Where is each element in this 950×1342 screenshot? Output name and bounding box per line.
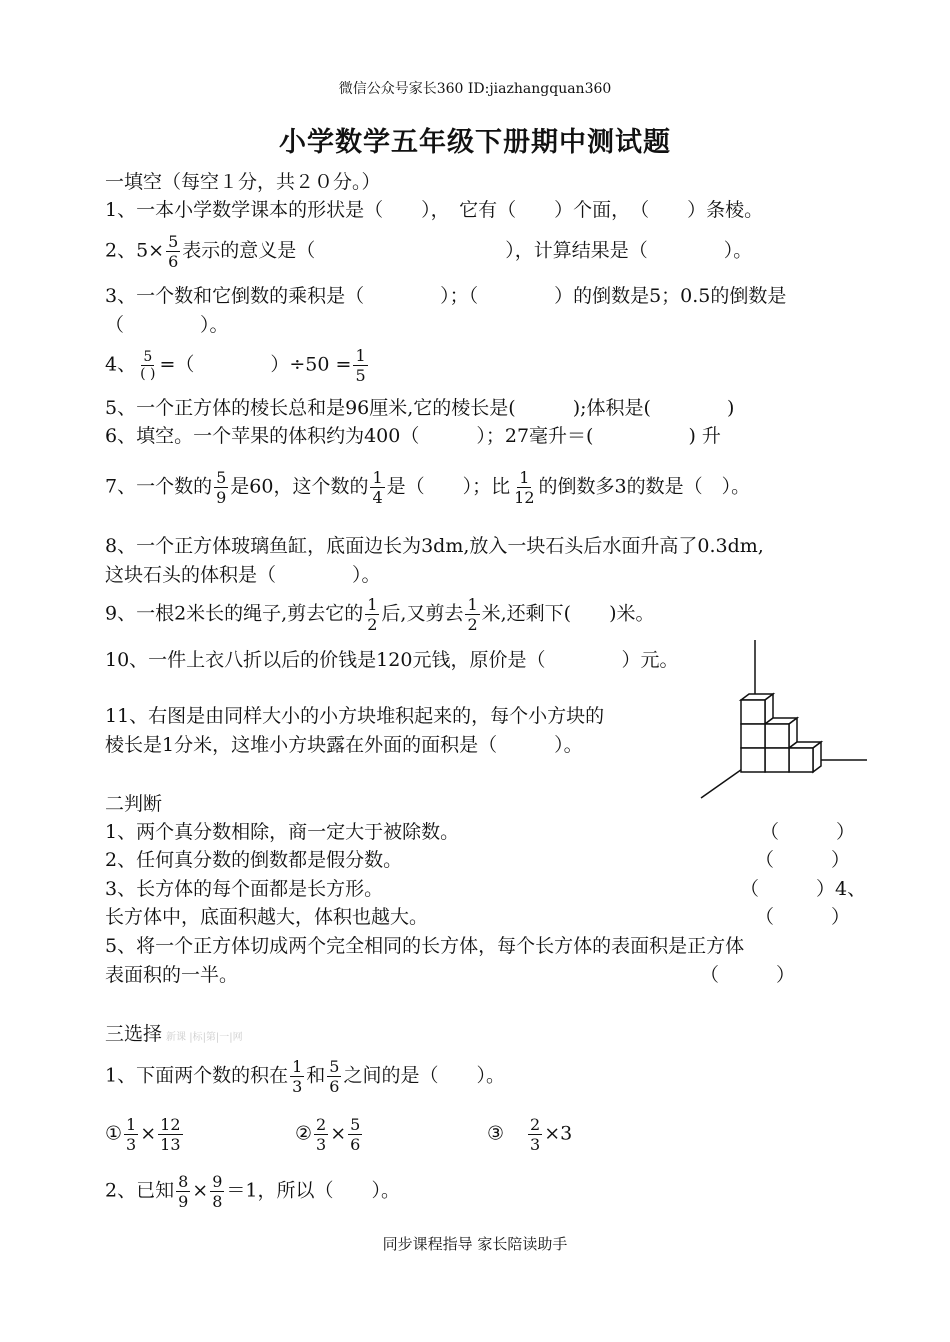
q4-text-a: 4、 <box>105 353 137 376</box>
c1-numerator-1: 1 <box>292 1057 303 1076</box>
judge-5-paren[interactable]: （ ） <box>700 964 796 986</box>
question-1-3-line-b: （ ）。 <box>105 314 229 336</box>
question-1-6: 6、填空。一个苹果的体积约为400（ ）；27毫升＝( ) 升 <box>105 425 721 447</box>
c2-fraction-2 <box>210 1172 224 1211</box>
q9-text-c: 米,还剩下( )米。 <box>481 602 655 625</box>
q7-fraction-2 <box>370 468 384 507</box>
judge-2-paren[interactable]: （ ） <box>755 849 851 871</box>
watermark: 新课 |标|第|一|网 <box>166 1032 243 1043</box>
c2-numerator-1: 8 <box>178 1172 189 1191</box>
q4-denominator-2: 5 <box>355 366 366 385</box>
option-1-denominator-2: 13 <box>160 1135 181 1154</box>
q2-denominator: 6 <box>168 252 179 271</box>
question-1-11-line-a: 11、右图是由同样大小的小方块堆积起来的，每个小方块的 <box>105 705 605 727</box>
cube-mid-1-front <box>741 724 765 748</box>
judge-3-paren[interactable]: （ ）4、 <box>740 878 867 900</box>
c2-numerator-2: 9 <box>212 1172 223 1191</box>
option-2-denominator-1: 3 <box>316 1135 327 1154</box>
option-1-denominator-1: 3 <box>126 1135 137 1154</box>
question-1-9 <box>105 595 655 634</box>
q7-denominator-2: 4 <box>372 488 383 507</box>
option-1-times: × <box>140 1122 157 1145</box>
q9-numerator-1: 1 <box>367 595 378 614</box>
option-1-numerator-1: 1 <box>126 1115 137 1134</box>
q2-numerator: 5 <box>168 232 179 251</box>
option-2-denominator-2: 6 <box>350 1135 361 1154</box>
option-3-numerator-1: 2 <box>530 1115 541 1134</box>
c1-fraction-2 <box>327 1057 341 1096</box>
option-2-fraction-1 <box>314 1115 328 1154</box>
c2-text-b: ＝1，所以（ ）。 <box>226 1179 400 1202</box>
c1-text-b: 和 <box>306 1064 326 1087</box>
section-3-heading <box>105 1022 243 1050</box>
option-3-marker: ③ <box>487 1122 505 1145</box>
q7-numerator-3: 1 <box>519 468 530 487</box>
q4-numerator-1: 5 <box>143 349 153 365</box>
question-1-1: 1、一本小学数学课本的形状是（ ）， 它有（ ）个面， （ ）条棱。 <box>105 199 764 221</box>
option-1-fraction-2 <box>158 1115 182 1154</box>
choice-2 <box>105 1172 400 1211</box>
q4-text-b: =（ ）÷50 = <box>159 353 352 376</box>
q4-fraction-1 <box>138 349 157 382</box>
stacked-cubes-figure <box>695 635 870 805</box>
judge-5-line-a: 5、将一个正方体切成两个完全相同的长方体，每个长方体的表面积是正方体 <box>105 935 745 957</box>
q9-fraction-1 <box>365 595 379 634</box>
judge-3: 3、长方体的每个面都是长方形。 <box>105 878 384 900</box>
question-1-11-line-b: 棱长是1分米，这堆小方块露在外面的面积是（ ）。 <box>105 734 583 756</box>
c2-denominator-1: 9 <box>178 1192 189 1211</box>
c2-denominator-2: 8 <box>212 1192 223 1211</box>
judge-1: 1、两个真分数相除，商一定大于被除数。 <box>105 821 460 843</box>
option-1[interactable] <box>105 1115 185 1154</box>
option-3-times-3: ×3 <box>544 1122 573 1145</box>
question-1-8-line-a: 8、一个正方体玻璃鱼缸，底面边长为3dm,放入一块石头后水面升高了0.3dm, <box>105 535 764 557</box>
section-3-title: 三选择 <box>105 1023 163 1045</box>
option-1-numerator-2: 12 <box>160 1115 181 1134</box>
option-3-fraction-1 <box>528 1115 542 1154</box>
q7-denominator-1: 9 <box>216 488 227 507</box>
q7-denominator-3: 12 <box>514 488 535 507</box>
page-header: 微信公众号家长360 ID:jiazhangquan360 <box>338 81 612 97</box>
option-2-numerator-1: 2 <box>316 1115 327 1134</box>
q7-fraction-1 <box>214 468 228 507</box>
c1-text-c: 之间的是（ ）。 <box>343 1064 505 1087</box>
question-1-10: 10、一件上衣八折以后的价钱是120元钱，原价是（ ）元。 <box>105 649 679 671</box>
cube-bottom-3-side <box>813 742 821 772</box>
c2-fraction-1 <box>176 1172 190 1211</box>
c1-numerator-2: 5 <box>329 1057 340 1076</box>
c1-fraction-1 <box>290 1057 304 1096</box>
q4-numerator-2: 1 <box>355 346 366 365</box>
option-2-fraction-2 <box>348 1115 362 1154</box>
q9-numerator-2: 1 <box>467 595 478 614</box>
option-3-denominator-1: 3 <box>530 1135 541 1154</box>
q2-fraction <box>166 232 180 271</box>
cube-bottom-1-front <box>741 748 765 772</box>
option-1-fraction-1 <box>124 1115 138 1154</box>
q4-fraction-2 <box>353 346 367 385</box>
q7-text-b: 是60，这个数的 <box>230 475 369 498</box>
option-2[interactable] <box>295 1115 364 1154</box>
c1-text-a: 1、下面两个数的积在 <box>105 1064 289 1087</box>
q9-fraction-2 <box>465 595 479 634</box>
q7-text-e: 的倒数多3的数是（ ）。 <box>538 475 751 498</box>
question-1-8-line-b: 这块石头的体积是（ ）。 <box>105 564 381 586</box>
q2-text-b: 表示的意义是（ ），计算结果是（ ）。 <box>182 239 753 262</box>
option-2-marker: ② <box>295 1122 313 1145</box>
c2-text-a: 2、已知 <box>105 1179 175 1202</box>
q9-denominator-2: 2 <box>467 615 478 634</box>
q9-text-b: 后,又剪去 <box>381 602 464 625</box>
option-3[interactable] <box>487 1115 572 1154</box>
judge-5-line-b: 表面积的一半。 <box>105 964 239 986</box>
page-footer: 同步课程指导 家长陪读助手 <box>382 1235 568 1253</box>
judge-4-paren[interactable]: （ ） <box>755 906 851 928</box>
cube-bottom-2-front <box>765 748 789 772</box>
section-1-heading: 一填空（每空１分，共２０分。） <box>105 171 381 193</box>
section-2-heading: 二判断 <box>105 793 163 815</box>
q7-text-a: 7、一个数的 <box>105 475 213 498</box>
option-2-numerator-2: 5 <box>350 1115 361 1134</box>
cube-mid-2-front <box>765 724 789 748</box>
q7-numerator-1: 5 <box>216 468 227 487</box>
q9-text-a: 9、一根2米长的绳子,剪去它的 <box>105 602 364 625</box>
c1-denominator-1: 3 <box>292 1077 303 1096</box>
c1-denominator-2: 6 <box>329 1077 340 1096</box>
option-2-times: × <box>330 1122 347 1145</box>
question-1-4 <box>105 346 370 385</box>
option-1-marker: ① <box>105 1122 123 1145</box>
c2-times: × <box>192 1179 209 1202</box>
cube-top-front <box>741 700 765 724</box>
q7-text-c: 是（ ）；比 <box>386 475 511 498</box>
question-1-3-line-a: 3、一个数和它倒数的乘积是（ ）；（ ）的倒数是5；0.5的倒数是 <box>105 285 787 307</box>
judge-1-paren[interactable]: （ ） <box>760 821 856 843</box>
q7-fraction-3 <box>512 468 536 507</box>
cube-bottom-3-front <box>789 748 813 772</box>
judge-2: 2、任何真分数的倒数都是假分数。 <box>105 849 403 871</box>
q4-denominator-1: ( ) <box>140 366 156 382</box>
question-1-7 <box>105 468 750 507</box>
q7-numerator-2: 1 <box>372 468 383 487</box>
question-1-2 <box>105 232 752 271</box>
page-title: 小学数学五年级下册期中测试题 <box>279 127 671 158</box>
choice-1 <box>105 1057 505 1096</box>
q9-denominator-1: 2 <box>367 615 378 634</box>
q2-text-a: 2、5× <box>105 239 165 262</box>
question-1-5: 5、一个正方体的棱长总和是96厘米,它的棱长是( );体积是( ) <box>105 397 735 419</box>
judge-4: 长方体中，底面积越大，体积也越大。 <box>105 906 429 928</box>
